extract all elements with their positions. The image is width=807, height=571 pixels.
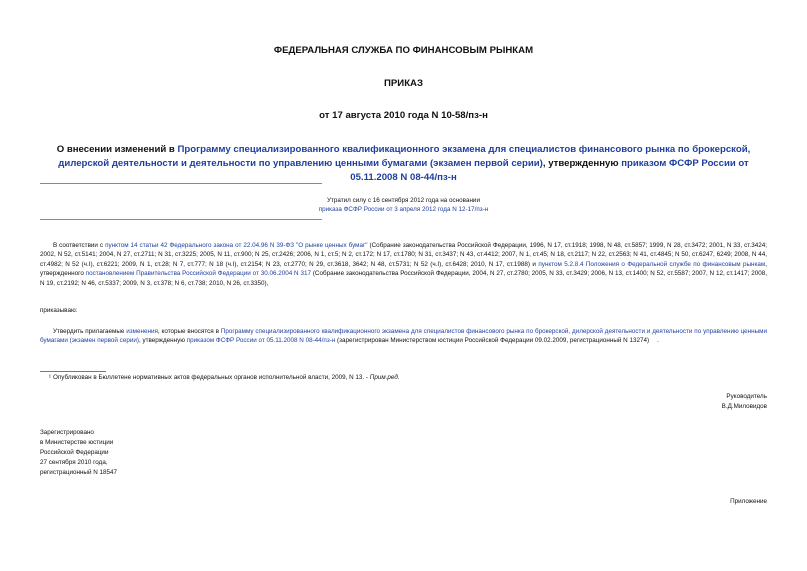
- title-prefix: О внесении изменений в: [56, 144, 178, 155]
- registration-line-4: 27 сентября 2010 года,: [40, 459, 108, 466]
- registration-line-2: в Министерстве юстиции: [40, 439, 114, 446]
- divider-bottom: [40, 219, 322, 220]
- order-link[interactable]: приказом ФСФР России от 05.11.2008 N 08-44/пз-н: [350, 158, 749, 183]
- footnote-note: Прим.ред.: [369, 374, 400, 381]
- body-program-link[interactable]: Программу специализированного квалификационного экзамена для специалистов финансового рынка по брокерской, дилерской деятельности и деятельности по управлению ценными бумагами (экзамен первой серии): [40, 328, 767, 345]
- repeal-notice: [40, 196, 767, 215]
- date-number-heading: от 17 августа 2010 года N 10-58/пз-н: [319, 110, 488, 121]
- title-mid: , утвержденную: [542, 158, 622, 169]
- signature-name: В.Д.Миловидов: [721, 403, 767, 410]
- footnote-divider: [40, 371, 106, 372]
- law-link[interactable]: пунктом 14 статьи 42 Федерального закона от 22.04.96 N 39-ФЗ "О рынке ценных бумаг": [105, 242, 368, 249]
- changes-link[interactable]: изменения: [126, 328, 158, 335]
- repeal-order-link[interactable]: приказа ФСФР России от 3 апреля 2012 года N 12-17/пз-н: [318, 206, 489, 214]
- program-link[interactable]: Программу специализированного квалификационного экзамена для специалистов финансового рынка по брокерской, дилерской деятельности и деятельности по управлению ценными бумагами (экзамен первой серии): [58, 144, 751, 169]
- footnote: [40, 373, 767, 382]
- registration-line-3: Российской Федерации: [40, 449, 109, 456]
- registration-block: [40, 428, 117, 478]
- body-paragraph: Утвердить прилагаемые изменения, которые вносятся в Программу специализированного квалификационного экзамена для специалистов финансового рынка по брокерской, дилерской деятельности и деятельности по управлению ценными бумагами (экзамен первой серии), утвержденную приказом ФСФР России от 05.11.2008 N 08-44/пз-н (зарегистрирован Министерством юстиции Российской Федерации 09.02.2009, регистрационный N 13274) .: [40, 328, 767, 345]
- registration-line-5: регистрационный N 18547: [40, 469, 118, 476]
- footnote-mark: ¹: [48, 374, 51, 381]
- footnote-text: Опубликован в Бюллетене нормативных актов федеральных органов исполнительной власти, 2009, N 13. -: [53, 374, 370, 381]
- divider-top: [40, 183, 322, 184]
- registration-line-1: Зарегистрировано: [40, 429, 94, 436]
- repeal-notice-line1: Утратил силу с 16 сентября 2012 года на основании: [327, 197, 480, 204]
- signature-block: [722, 392, 767, 412]
- resolution-link[interactable]: постановлением Правительства Российской Федерации от 30.06.2004 N 317: [85, 270, 311, 278]
- signature-role: Руководитель: [726, 393, 767, 400]
- document-title: [40, 143, 767, 185]
- order-word: приказываю:: [40, 307, 78, 314]
- preamble-paragraph: В соответствии с пунктом 14 статьи 42 Федерального закона от 22.04.96 N 39-ФЗ "О рынке ценных бумаг" (Собрание законодательства Российской Федерации, 1996, N 17, ст.1918; 1998, N 48, ст.5857; 1999, N 28, ст.3472; 2001, N 33, ст.3424; 2002, N 52, ст.5141; 2004, N 27, ст.2711; N 31, ст.3225; 2005, N 11, ст.900; N 25, ст.2426; 2006, N 1, ст.5; N 2, ст.172; N 17, ст.1780; N 31, ст.3437; N 43, ст.4412; 2007, N 1, ст.45; N 18, ст.2117; N 22, ст.2563; N 41, ст.4845; N 50, ст.6247, 6249; 2008, N 44, ст.4982; N 52 (ч.I), ст.6221; 2009, N 1, ст.28; N 7, ст.777; N 18 (ч.I), ст.2154; N 23, ст.2770; N 29, ст.3618, 3642; N 48, ст.5731; N 52 (ч.I), ст.6428; 2010, N 17, ст.1988) и пунктом 5.2.8.4 Положения о Федеральной службе по финансовым рынкам, утвержденного постановлением Правительства Российской Федерации от 30.06.2004 N 317 (Собрание законодательства Российской Федерации, 2004, N 27, ст.2780; 2005, N 33, ст.3429; 2006, N 13, ст.1400; N 52, ст.5587; 2007, N 12, ст.1417; 2008, N 19, ст.2192; N 46, ст.5337; 2009, N 3, ст.378; N 6, ст.738; 2010, N 26, ст.3350),: [40, 242, 767, 287]
- body-order-link[interactable]: приказом ФСФР России от 05.11.2008 N 08-44/пз-н: [186, 337, 336, 345]
- appendix-label: Приложение: [730, 498, 767, 505]
- agency-heading: ФЕДЕРАЛЬНАЯ СЛУЖБА ПО ФИНАНСОВЫМ РЫНКАМ: [273, 45, 534, 56]
- regulation-link[interactable]: пунктом 5.2.8.4 Положения о Федеральной службе по финансовым рынкам: [538, 260, 766, 268]
- doc-type-heading: ПРИКАЗ: [384, 78, 423, 89]
